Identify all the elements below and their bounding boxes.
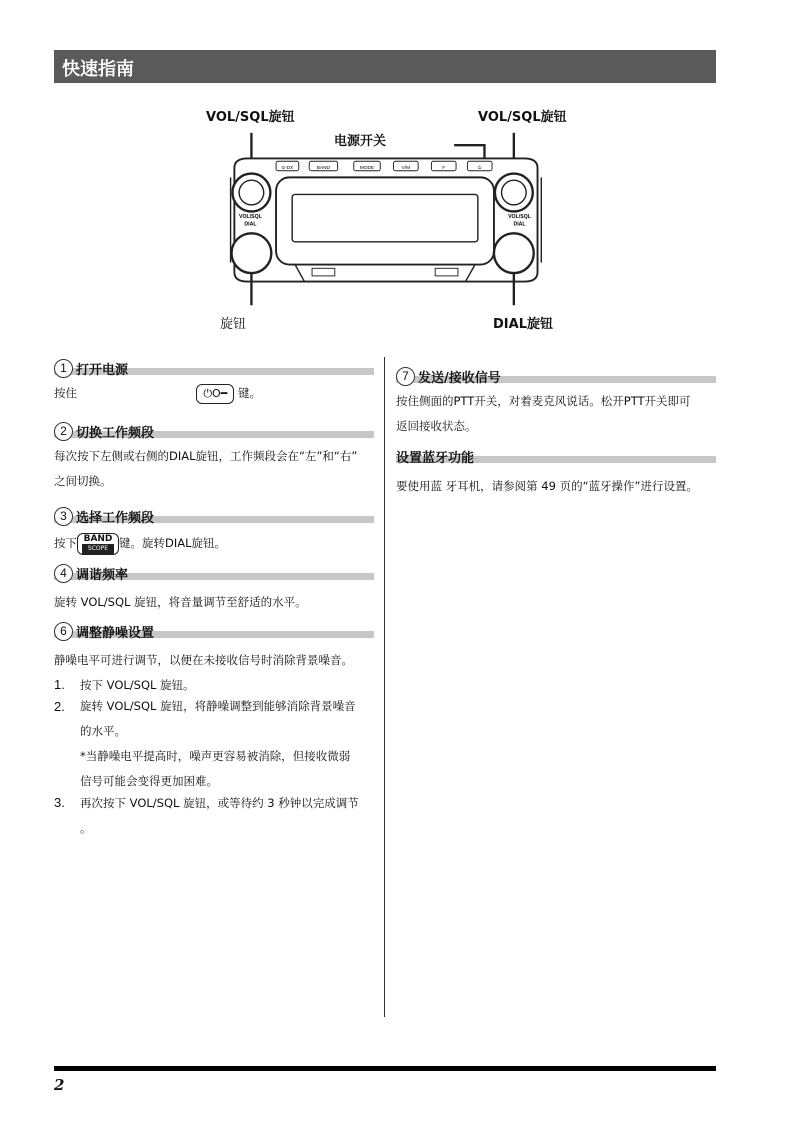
list-line: 旋转 VOL/SQL 旋钮，将静噪调整到能够消除背景噪音 — [80, 699, 356, 713]
body-text: 键。旋转DIAL旋钮。 — [119, 536, 227, 550]
section-1-header — [54, 360, 374, 378]
section-number: 7 — [396, 367, 415, 386]
panel-vol-right: VOL/SQL — [508, 214, 531, 221]
label-dial-right: DIAL旋钮 — [493, 317, 553, 332]
list-item-2 — [80, 694, 380, 794]
panel-key-label-5: F — [442, 165, 446, 171]
panel-key-label-2: BAND — [316, 165, 330, 171]
bluetooth-header — [396, 448, 716, 466]
section-number: 3 — [54, 507, 73, 526]
list-line: 信号可能会变得更加困难。 — [80, 774, 218, 788]
section-number: 4 — [54, 564, 73, 583]
section-number: 2 — [54, 422, 73, 441]
panel-dial-right: DIAL — [513, 221, 526, 228]
body-text: 键。 — [237, 386, 261, 400]
section-4-header — [54, 565, 374, 583]
body-line: 返回接收状态。 — [396, 419, 477, 433]
label-vol-right: VOL/SQL旋钮 — [478, 110, 567, 125]
title-bar — [54, 50, 716, 83]
label-knob-left: 旋钮 — [220, 317, 247, 332]
panel-key-label-6: ⏻ — [477, 165, 482, 171]
page-title: 快速指南 — [62, 59, 134, 80]
section-4-body: 旋转 VOL/SQL 旋钮，将音量调节至舒适的水平。 — [54, 595, 307, 609]
list-line: 。 — [80, 821, 92, 835]
section-3-body — [54, 531, 374, 556]
body-text: 按下 — [54, 536, 77, 550]
section-6-header — [54, 623, 374, 641]
list-number: 2. — [54, 699, 65, 714]
body-line: 之间切换。 — [54, 474, 112, 488]
footer-rule — [54, 1066, 716, 1071]
section-title: 选择工作频段 — [76, 511, 155, 526]
panel-key-label-1: G-DX — [281, 165, 294, 171]
band-scope-key-icon: BAND SCOPE — [77, 533, 119, 555]
section-3-header — [54, 508, 374, 526]
section-number: 6 — [54, 622, 73, 641]
label-power-switch: 电源开关 — [334, 134, 387, 149]
section-title: 发送/接收信号 — [418, 371, 501, 386]
section-2-body — [54, 444, 379, 494]
section-7-header — [396, 368, 716, 386]
list-line: *当静噪电平提高时，噪声更容易被消除，但接收微弱 — [80, 749, 351, 763]
list-line: 按下 VOL/SQL 旋钮。 — [80, 678, 195, 692]
section-1-body — [54, 381, 374, 406]
section-number: 1 — [54, 359, 73, 378]
section-title: 调谐频率 — [76, 568, 129, 583]
list-number: 1. — [54, 677, 65, 692]
body-line: 每次按下左侧或右侧的DIAL旋钮，工作频段会在“左”和“右” — [54, 449, 358, 463]
section-6-intro: 静噪电平可进行调节，以便在未接收信号时消除背景噪音。 — [54, 653, 353, 667]
panel-key-label-3: MODE — [359, 165, 375, 171]
body-line: 按住侧面的PTT开关，对着麦克风说话。松开PTT开关即可 — [396, 394, 691, 408]
column-divider — [384, 357, 385, 1017]
label-vol-left: VOL/SQL旋钮 — [206, 110, 295, 125]
body-text: 按住 — [54, 386, 77, 400]
radio-front-panel — [210, 130, 560, 310]
section-7-body — [396, 389, 721, 439]
list-line: 的水平。 — [80, 724, 126, 738]
list-line: 再次按下 VOL/SQL 旋钮，或等待约 3 秒钟以完成调节 — [80, 796, 359, 810]
panel-vol-left: VOL/SQL — [239, 214, 262, 221]
power-key-icon: ⏻O━ — [196, 384, 234, 404]
panel-key-label-4: V/M — [401, 165, 411, 171]
bluetooth-body: 要使用蓝 牙耳机，请参阅第 49 页的“蓝牙操作”进行设置。 — [396, 479, 699, 493]
page-number: 2 — [54, 1076, 65, 1094]
section-title: 切换工作频段 — [76, 426, 155, 441]
section-2-header — [54, 423, 374, 441]
list-item-3 — [80, 791, 380, 841]
section-title: 打开电源 — [76, 363, 129, 378]
panel-dial-left: DIAL — [244, 221, 257, 228]
list-number: 3. — [54, 795, 65, 810]
section-title: 调整静噪设置 — [76, 626, 155, 641]
section-title: 设置蓝牙功能 — [396, 451, 475, 466]
